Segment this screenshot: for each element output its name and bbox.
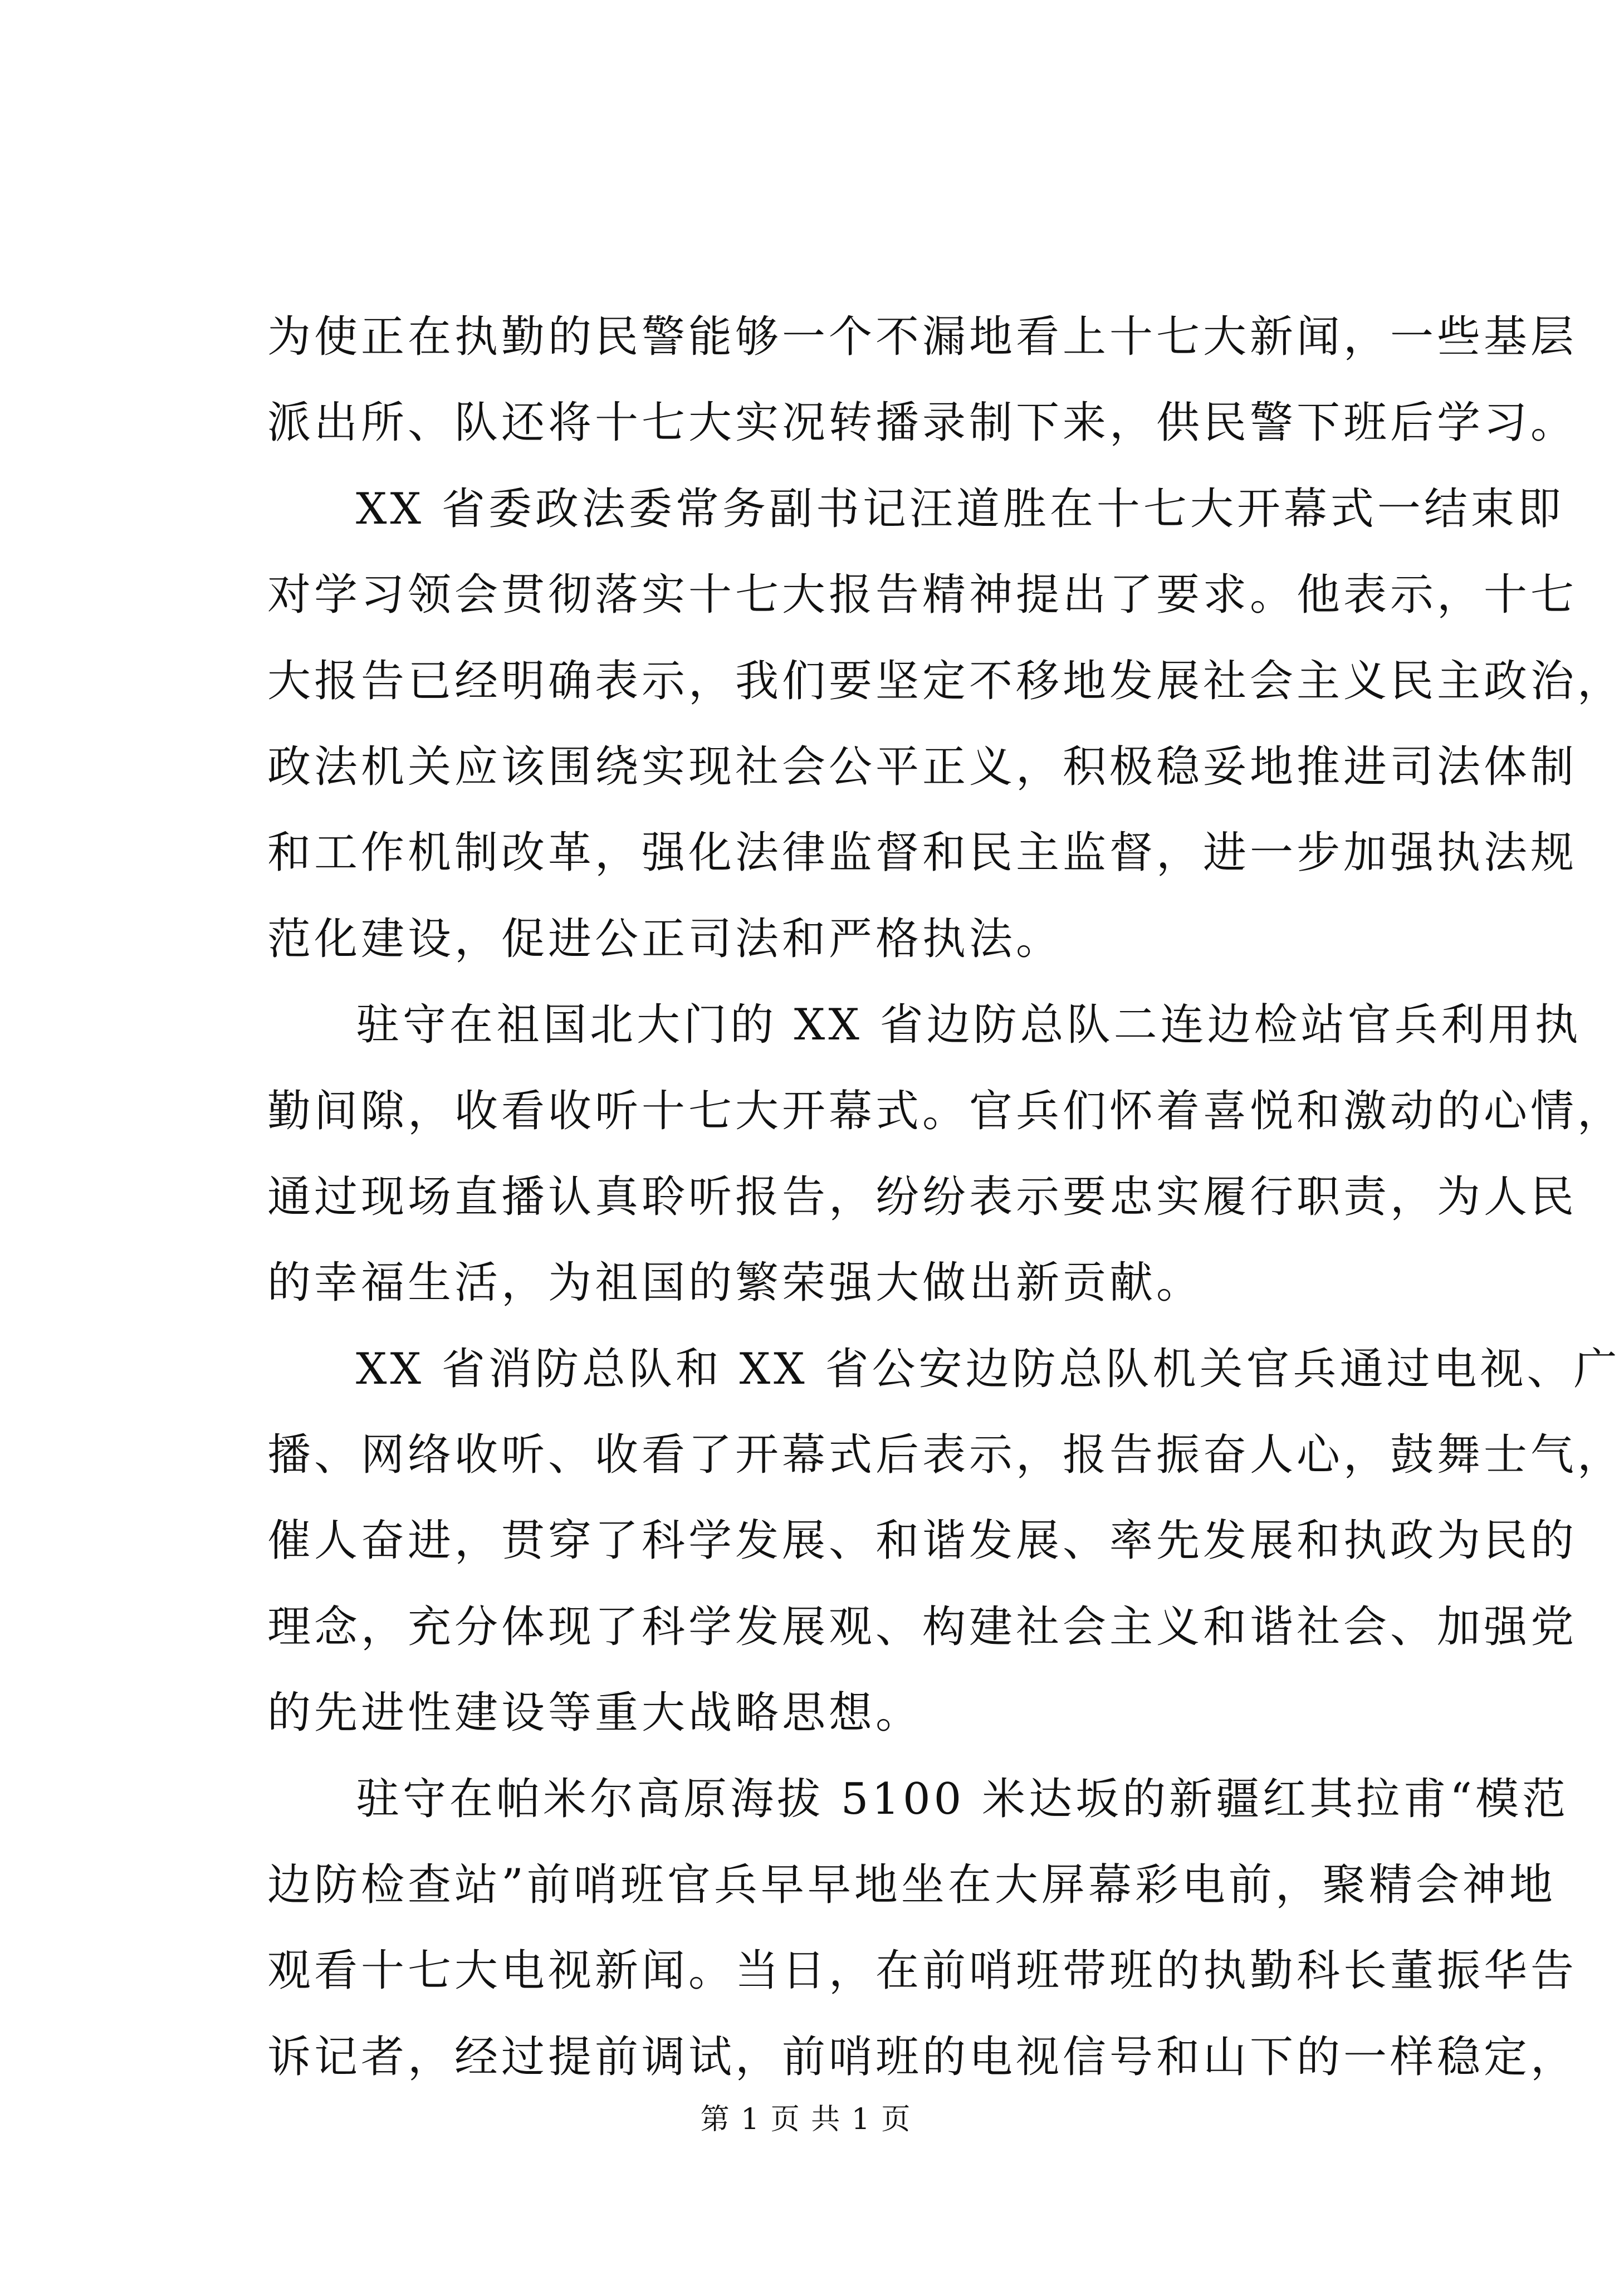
text-line: 范化建设，促进公正司法和严格执法。 (267, 914, 1063, 964)
paragraph-start-line: XX 省委政法委常务副书记汪道胜在十七大开幕式一结束即 (356, 484, 1564, 534)
page-number-label: 第 1 页 共 1 页 (700, 2103, 912, 2136)
text-line: 勤间隙，收看收听十七大开幕式。官兵们怀着喜悦和激动的心情， (267, 1086, 1624, 1136)
text-line: 播、网络收听、收看了开幕式后表示，报告振奋人心，鼓舞士气， (267, 1430, 1624, 1481)
text-line: 观看十七大电视新闻。当日，在前哨班带班的执勤科长董振华告 (267, 1946, 1578, 1996)
text-line: 大报告已经明确表示，我们要坚定不移地发展社会主义民主政治， (267, 656, 1624, 706)
text-line: 诉记者，经过提前调试，前哨班的电视信号和山下的一样稳定， (267, 2032, 1578, 2082)
page-footer (0, 2097, 1612, 2142)
text-line: 通过现场直播认真聆听报告，纷纷表示要忠实履行职责，为人民 (267, 1171, 1578, 1222)
text-line: 边防检查站”前哨班官兵早早地坐在大屏幕彩电前，聚精会神地 (267, 1860, 1556, 1911)
paragraph-start-line: 驻守在祖国北大门的 XX 省边防总队二连边检站官兵利用执 (356, 1000, 1582, 1051)
body-text (267, 294, 1624, 2100)
text-line: 的幸福生活，为祖国的繁荣强大做出新贡献。 (267, 1258, 1204, 1309)
paragraph-start-line: XX 省消防总队和 XX 省公安边防总队机关官兵通过电视、广 (356, 1344, 1621, 1394)
text-line: 和工作机制改革，强化法律监督和民主监督，进一步加强执法规 (267, 828, 1578, 878)
text-line: 对学习领会贯彻落实十七大报告精神提出了要求。他表示，十七 (267, 570, 1578, 621)
text-line: 政法机关应该围绕实现社会公平正义，积极稳妥地推进司法体制 (267, 741, 1578, 792)
text-line: 派出所、队还将十七大实况转播录制下来，供民警下班后学习。 (267, 398, 1578, 448)
text-line: 催人奋进，贯穿了科学发展、和谐发展、率先发展和执政为民的 (267, 1516, 1578, 1566)
text-line: 的先进性建设等重大战略思想。 (267, 1688, 923, 1739)
text-line: 为使正在执勤的民警能够一个不漏地看上十七大新闻，一些基层 (267, 312, 1578, 362)
paragraph-start-line: 驻守在帕米尔高原海拔 5100 米达坂的新疆红其拉甫“模范 (356, 1774, 1569, 1824)
text-line: 理念，充分体现了科学发展观、构建社会主义和谐社会、加强党 (267, 1602, 1578, 1652)
